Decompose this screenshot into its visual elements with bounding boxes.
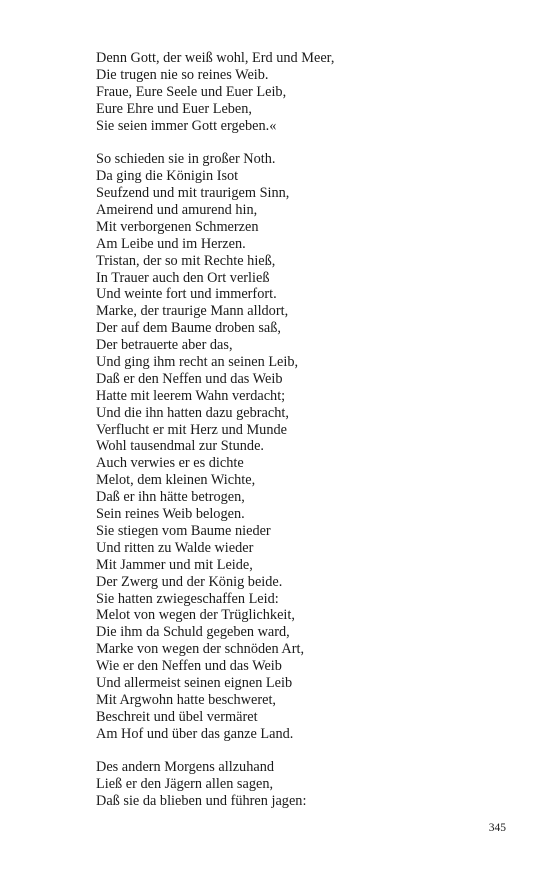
stanza: [96, 50, 496, 134]
verse-line: So schieden sie in großer Noth.: [96, 151, 276, 168]
verse-line: Der auf dem Baume droben saß,: [96, 320, 282, 337]
verse-line: Auch verwies er es dichte: [96, 455, 244, 472]
verse-line: Daß sie da blieben und führen jagen:: [96, 793, 307, 810]
verse-line: Am Hof und über das ganze Land.: [96, 725, 294, 742]
verse-line: Sie hatten zwiegeschaffen Leid:: [96, 590, 279, 607]
verse-line: Eure Ehre und Euer Leben,: [96, 100, 253, 117]
verse-line: Der Zwerg und der König beide.: [96, 573, 283, 590]
verse-line: Am Leibe und im Herzen.: [96, 235, 246, 252]
verse-line: Hatte mit leerem Wahn verdacht;: [96, 387, 286, 404]
verse-line: Wohl tausendmal zur Stunde.: [96, 438, 264, 455]
verse-line: Und ritten zu Walde wieder: [96, 539, 254, 556]
verse-line: Fraue, Eure Seele und Euer Leib,: [96, 83, 287, 100]
verse-line: Und ging ihm recht an seinen Leib,: [96, 354, 299, 371]
verse-line: Mit verborgenen Schmerzen: [96, 218, 259, 235]
verse-line: Tristan, der so mit Rechte hieß,: [96, 252, 276, 269]
poem-text: [96, 50, 496, 810]
verse-line: Daß er den Neffen und das Weib: [96, 370, 283, 387]
stanza-gap: [96, 134, 496, 151]
verse-line: Melot von wegen der Trüglichkeit,: [96, 607, 295, 624]
verse-line: Verflucht er mit Herz und Munde: [96, 421, 287, 438]
verse-line: Wie er den Neffen und das Weib: [96, 658, 282, 675]
verse-line: Die trugen nie so reines Weib.: [96, 66, 269, 83]
verse-line: Marke von wegen der schnöden Art,: [96, 641, 305, 658]
verse-line: Und weinte fort und immerfort.: [96, 286, 277, 303]
verse-line: Beschreit und übel vermäret: [96, 708, 258, 725]
verse-line: Sein reines Weib belogen.: [96, 506, 245, 523]
verse-line: Der betrauerte aber das,: [96, 337, 233, 354]
stanza: [96, 151, 496, 742]
stanza: [96, 759, 496, 810]
verse-line: Des andern Morgens allzuhand: [96, 759, 274, 776]
verse-line: Ameirend und amurend hin,: [96, 202, 258, 219]
verse-line: Mit Argwohn hatte beschweret,: [96, 691, 276, 708]
verse-line: Ließ er den Jägern allen sagen,: [96, 776, 274, 793]
verse-line: In Trauer auch den Ort verließ: [96, 269, 270, 286]
verse-line: Daß er ihn hätte betrogen,: [96, 489, 245, 506]
verse-line: Und die ihn hatten dazu gebracht,: [96, 404, 289, 421]
verse-line: Mit Jammer und mit Leide,: [96, 556, 253, 573]
verse-line: Da ging die Königin Isot: [96, 168, 239, 185]
page-number: 345: [488, 822, 506, 834]
verse-line: Und allermeist seinen eignen Leib: [96, 674, 293, 691]
stanza-gap: [96, 743, 496, 760]
verse-line: Marke, der traurige Mann alldort,: [96, 303, 289, 320]
verse-line: Sie stiegen vom Baume nieder: [96, 522, 271, 539]
verse-line: Die ihm da Schuld gegeben ward,: [96, 624, 290, 641]
verse-line: Sie seien immer Gott ergeben.«: [96, 117, 277, 134]
verse-line: Melot, dem kleinen Wichte,: [96, 472, 256, 489]
verse-line: Denn Gott, der weiß wohl, Erd und Meer,: [96, 50, 335, 66]
verse-line: Seufzend und mit traurigem Sinn,: [96, 185, 290, 202]
